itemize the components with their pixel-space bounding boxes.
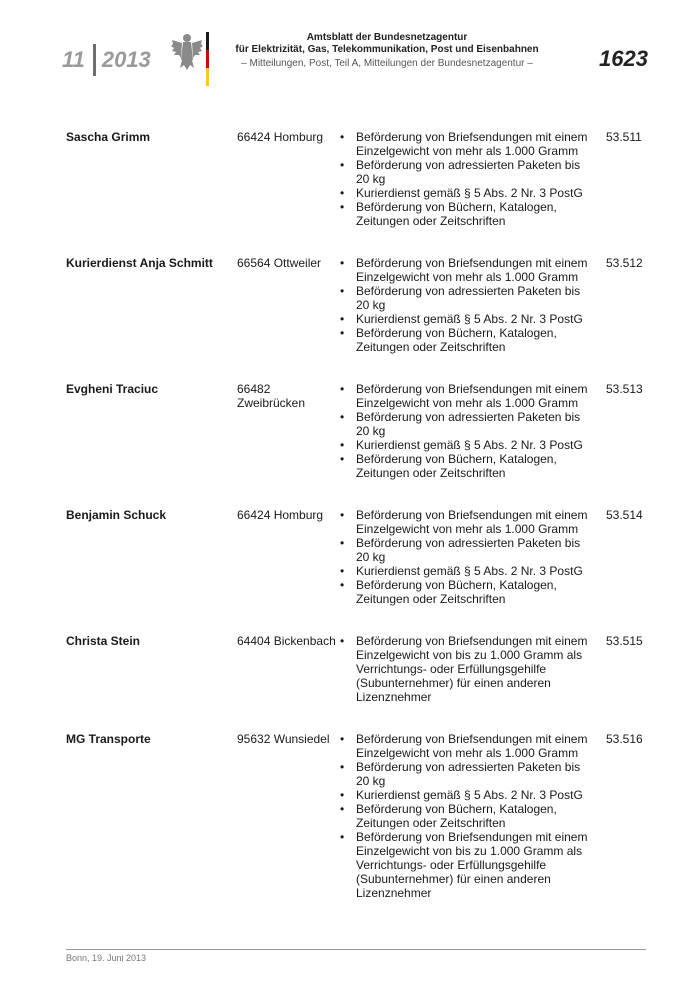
- licensee-entry: [66, 382, 656, 480]
- service-item: [340, 200, 596, 228]
- bullet-icon: •: [340, 200, 345, 214]
- service-item: [340, 410, 596, 438]
- license-number: 53.515: [606, 634, 643, 648]
- licensee-entry: [66, 130, 656, 228]
- service-item: [340, 830, 596, 900]
- licensee-location: 66482 Zweibrücken: [237, 382, 306, 410]
- licensee-location: 66564 Ottweiler: [237, 256, 322, 270]
- journal-title-line1: Amtsblatt der Bundesnetzagentur: [306, 32, 468, 43]
- service-text: Beförderung von adressierten Paketen bis 20 kg: [356, 410, 581, 438]
- licensee-entry: [66, 256, 656, 354]
- bullet-icon: •: [340, 326, 345, 340]
- licensee-name: MG Transporte: [66, 732, 151, 746]
- service-list: [340, 732, 596, 900]
- licensee-name: Benjamin Schuck: [66, 508, 167, 522]
- licensee-entry: [66, 634, 656, 704]
- issue-label: [62, 44, 151, 76]
- bullet-icon: •: [340, 732, 345, 746]
- service-list: [340, 508, 596, 606]
- service-item: [340, 312, 596, 326]
- licensee-location: 95632 Wunsiedel: [237, 732, 330, 746]
- service-text: Kurierdienst gemäß § 5 Abs. 2 Nr. 3 PostG: [356, 788, 583, 802]
- federal-eagle-icon: [170, 30, 204, 74]
- service-item: [340, 438, 596, 452]
- service-text: Beförderung von Briefsendungen mit einem Einzelgewicht von mehr als 1.000 Gramm: [356, 382, 588, 410]
- issue-divider: [93, 44, 96, 76]
- page-number: 1623: [599, 46, 648, 71]
- bullet-icon: •: [340, 382, 345, 396]
- service-text: Beförderung von Briefsendungen mit einem Einzelgewicht von mehr als 1.000 Gramm: [356, 508, 588, 536]
- service-item: [340, 186, 596, 200]
- service-list: [340, 256, 596, 354]
- bullet-icon: •: [340, 564, 345, 578]
- service-text: Kurierdienst gemäß § 5 Abs. 2 Nr. 3 PostG: [356, 186, 583, 200]
- issue-number: 11: [62, 47, 85, 72]
- license-number: 53.511: [606, 130, 642, 144]
- licensee-location: 64404 Bickenbach: [237, 634, 336, 648]
- footer-date: Bonn, 19. Juni 2013: [66, 953, 147, 963]
- bullet-icon: •: [340, 130, 345, 144]
- flag-stripe: [206, 32, 209, 86]
- service-text: Beförderung von Briefsendungen mit einem Einzelgewicht von mehr als 1.000 Gramm: [356, 256, 588, 284]
- license-number: 53.512: [606, 256, 643, 270]
- service-item: [340, 256, 596, 284]
- service-item: [340, 536, 596, 564]
- service-text: Kurierdienst gemäß § 5 Abs. 2 Nr. 3 PostG: [356, 312, 583, 326]
- bullet-icon: •: [340, 438, 345, 452]
- service-item: [340, 788, 596, 802]
- license-number: 53.513: [606, 382, 643, 396]
- bullet-icon: •: [340, 312, 345, 326]
- journal-subtitle: – Mitteilungen, Post, Teil A, Mitteilungen der Bundesnetzagentur –: [241, 58, 533, 69]
- licensee-name: Christa Stein: [66, 634, 141, 648]
- service-item: [340, 564, 596, 578]
- issue-year: 2013: [101, 47, 151, 72]
- service-text: Beförderung von adressierten Paketen bis 20 kg: [356, 284, 581, 312]
- license-number: 53.516: [606, 732, 643, 746]
- bullet-icon: •: [340, 508, 345, 522]
- service-list: [340, 382, 596, 480]
- bullet-icon: •: [340, 788, 345, 802]
- service-item: [340, 326, 596, 354]
- journal-title-line2: für Elektrizität, Gas, Telekommunikation, Post und Eisenbahnen: [235, 44, 539, 55]
- service-text: Kurierdienst gemäß § 5 Abs. 2 Nr. 3 PostG: [356, 564, 583, 578]
- service-list: [340, 634, 596, 704]
- licensee-entry: [66, 508, 656, 606]
- licensee-location: 66424 Homburg: [237, 130, 324, 144]
- bullet-icon: •: [340, 536, 345, 550]
- service-text: Beförderung von adressierten Paketen bis 20 kg: [356, 760, 581, 788]
- licensee-location: 66424 Homburg: [237, 508, 324, 522]
- service-list: [340, 130, 596, 228]
- bullet-icon: •: [340, 578, 345, 592]
- licensee-name: Evgheni Traciuc: [66, 382, 159, 396]
- service-text: Kurierdienst gemäß § 5 Abs. 2 Nr. 3 PostG: [356, 438, 583, 452]
- service-item: [340, 802, 596, 830]
- licensee-entry: [66, 732, 656, 900]
- service-text: Beförderung von Briefsendungen mit einem Einzelgewicht von bis zu 1.000 Gramm als Verrichtungs- oder Erfüllungsgehilfe (Subunternehmer) für einen anderen Lizenznehmer: [356, 634, 588, 704]
- bullet-icon: •: [340, 760, 345, 774]
- service-item: [340, 382, 596, 410]
- service-text: Beförderung von Büchern, Katalogen, Zeitungen oder Zeitschriften: [356, 578, 557, 606]
- service-item: [340, 732, 596, 760]
- service-text: Beförderung von adressierten Paketen bis 20 kg: [356, 536, 581, 564]
- service-item: [340, 452, 596, 480]
- service-text: Beförderung von Briefsendungen mit einem Einzelgewicht von mehr als 1.000 Gramm: [356, 732, 588, 760]
- service-item: [340, 130, 596, 158]
- bullet-icon: •: [340, 284, 345, 298]
- bullet-icon: •: [340, 802, 345, 816]
- bullet-icon: •: [340, 186, 345, 200]
- bullet-icon: •: [340, 830, 345, 844]
- service-text: Beförderung von Büchern, Katalogen, Zeitungen oder Zeitschriften: [356, 326, 557, 354]
- bullet-icon: •: [340, 634, 345, 648]
- service-item: [340, 760, 596, 788]
- flag-gold: [206, 68, 209, 86]
- service-text: Beförderung von Büchern, Katalogen, Zeitungen oder Zeitschriften: [356, 200, 557, 228]
- flag-red: [206, 50, 209, 68]
- service-item: [340, 158, 596, 186]
- journal-title: [222, 32, 552, 56]
- bullet-icon: •: [340, 410, 345, 424]
- bullet-icon: •: [340, 158, 345, 172]
- license-number: 53.514: [606, 508, 643, 522]
- footer-divider: [66, 949, 646, 950]
- licensee-name: Sascha Grimm: [66, 130, 151, 144]
- service-text: Beförderung von Büchern, Katalogen, Zeitungen oder Zeitschriften: [356, 452, 557, 480]
- service-text: Beförderung von Briefsendungen mit einem Einzelgewicht von bis zu 1.000 Gramm als Verrichtungs- oder Erfüllungsgehilfe (Subunternehmer) für einen anderen Lizenznehmer: [356, 830, 588, 900]
- service-item: [340, 634, 596, 704]
- licensee-name: Kurierdienst Anja Schmitt: [66, 256, 213, 270]
- service-text: Beförderung von adressierten Paketen bis 20 kg: [356, 158, 581, 186]
- bullet-icon: •: [340, 256, 345, 270]
- service-item: [340, 284, 596, 312]
- service-text: Beförderung von Briefsendungen mit einem Einzelgewicht von mehr als 1.000 Gramm: [356, 130, 588, 158]
- licensee-list: [66, 130, 656, 928]
- flag-black: [206, 32, 209, 50]
- service-text: Beförderung von Büchern, Katalogen, Zeitungen oder Zeitschriften: [356, 802, 557, 830]
- service-item: [340, 578, 596, 606]
- bullet-icon: •: [340, 452, 345, 466]
- service-item: [340, 508, 596, 536]
